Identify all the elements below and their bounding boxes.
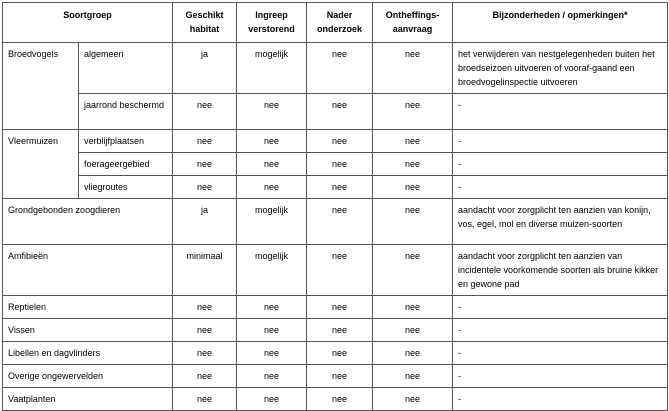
- group-cell: Vissen: [3, 319, 173, 342]
- remarks-cell: -: [453, 319, 668, 342]
- ingreep-cell: nee: [237, 388, 307, 411]
- subgroup-cell: foerageergebied: [79, 153, 173, 176]
- habitat-cell: nee: [173, 153, 237, 176]
- habitat-cell: nee: [173, 296, 237, 319]
- group-cell: Libellen en dagvlinders: [3, 342, 173, 365]
- table-row: [3, 342, 668, 365]
- nader-cell: nee: [307, 296, 373, 319]
- table-row: [3, 319, 668, 342]
- ontheffing-cell: nee: [373, 43, 453, 94]
- habitat-cell: minimaal: [173, 245, 237, 296]
- remarks-cell: -: [453, 296, 668, 319]
- habitat-cell: nee: [173, 130, 237, 153]
- table-row: [3, 296, 668, 319]
- ingreep-cell: mogelijk: [237, 43, 307, 94]
- nader-cell: nee: [307, 388, 373, 411]
- remarks-cell: aandacht voor zorgplicht ten aanzien van incidentele voorkomende soorten als bruine kikker en gewone pad: [453, 245, 668, 296]
- remarks-cell: -: [453, 94, 668, 130]
- ontheffing-cell: nee: [373, 319, 453, 342]
- group-cell: Vleermuizen: [3, 130, 79, 199]
- table-row: [3, 199, 668, 245]
- group-cell: Amfibieën: [3, 245, 173, 296]
- ingreep-cell: nee: [237, 342, 307, 365]
- nader-cell: nee: [307, 199, 373, 245]
- header-bijzonderheden: Bijzonderheden / opmerkingen*: [453, 3, 668, 43]
- ingreep-cell: nee: [237, 94, 307, 130]
- nader-cell: nee: [307, 245, 373, 296]
- group-cell: Reptielen: [3, 296, 173, 319]
- remarks-cell: aandacht voor zorgplicht ten aanzien van konijn, vos, egel, mol en diverse muizen-soorten: [453, 199, 668, 245]
- header-soortgroep: Soortgroep: [3, 3, 173, 43]
- ingreep-cell: nee: [237, 153, 307, 176]
- subgroup-cell: verblijfplaatsen: [79, 130, 173, 153]
- group-cell: Grondgebonden zoogdieren: [3, 199, 173, 245]
- ingreep-cell: nee: [237, 319, 307, 342]
- species-table: [2, 2, 668, 411]
- remarks-cell: het verwijderen van nestgelegenheden buiten het broedseizoen uitvoeren of vooraf-gaand een broedvogelinspectie uitvoeren: [453, 43, 668, 94]
- table-row: [3, 365, 668, 388]
- nader-cell: nee: [307, 319, 373, 342]
- table-row: [3, 388, 668, 411]
- remarks-cell: -: [453, 388, 668, 411]
- ingreep-cell: nee: [237, 365, 307, 388]
- habitat-cell: nee: [173, 342, 237, 365]
- header-nader-onderzoek: Nader onderzoek: [307, 3, 373, 43]
- ontheffing-cell: nee: [373, 94, 453, 130]
- ontheffing-cell: nee: [373, 130, 453, 153]
- nader-cell: nee: [307, 94, 373, 130]
- remarks-cell: -: [453, 130, 668, 153]
- table-row: [3, 43, 668, 94]
- header-geschikt-habitat: Geschikt habitat: [173, 3, 237, 43]
- table-row: [3, 176, 668, 199]
- header-ontheffingsaanvraag: Ontheffings-aanvraag: [373, 3, 453, 43]
- habitat-cell: nee: [173, 365, 237, 388]
- ingreep-cell: mogelijk: [237, 199, 307, 245]
- remarks-cell: -: [453, 365, 668, 388]
- habitat-cell: ja: [173, 199, 237, 245]
- ontheffing-cell: nee: [373, 296, 453, 319]
- habitat-cell: nee: [173, 388, 237, 411]
- ingreep-cell: nee: [237, 296, 307, 319]
- group-cell: Broedvogels: [3, 43, 79, 130]
- ontheffing-cell: nee: [373, 176, 453, 199]
- table-row: [3, 130, 668, 153]
- nader-cell: nee: [307, 342, 373, 365]
- header-row: [3, 3, 668, 43]
- nader-cell: nee: [307, 130, 373, 153]
- ingreep-cell: mogelijk: [237, 245, 307, 296]
- habitat-cell: nee: [173, 94, 237, 130]
- ingreep-cell: nee: [237, 176, 307, 199]
- ontheffing-cell: nee: [373, 153, 453, 176]
- ingreep-cell: nee: [237, 130, 307, 153]
- habitat-cell: ja: [173, 43, 237, 94]
- subgroup-cell: jaarrond beschermd: [79, 94, 173, 130]
- nader-cell: nee: [307, 153, 373, 176]
- table-row: [3, 153, 668, 176]
- nader-cell: nee: [307, 43, 373, 94]
- remarks-cell: -: [453, 342, 668, 365]
- subgroup-cell: vliegroutes: [79, 176, 173, 199]
- ontheffing-cell: nee: [373, 342, 453, 365]
- habitat-cell: nee: [173, 176, 237, 199]
- table-row: [3, 94, 668, 130]
- group-cell: Vaatplanten: [3, 388, 173, 411]
- ontheffing-cell: nee: [373, 245, 453, 296]
- nader-cell: nee: [307, 365, 373, 388]
- ontheffing-cell: nee: [373, 199, 453, 245]
- table-row: [3, 245, 668, 296]
- remarks-cell: -: [453, 176, 668, 199]
- subgroup-cell: algemeen: [79, 43, 173, 94]
- header-ingreep-verstorend: Ingreep verstorend: [237, 3, 307, 43]
- habitat-cell: nee: [173, 319, 237, 342]
- ontheffing-cell: nee: [373, 365, 453, 388]
- nader-cell: nee: [307, 176, 373, 199]
- remarks-cell: -: [453, 153, 668, 176]
- group-cell: Overige ongewervelden: [3, 365, 173, 388]
- ontheffing-cell: nee: [373, 388, 453, 411]
